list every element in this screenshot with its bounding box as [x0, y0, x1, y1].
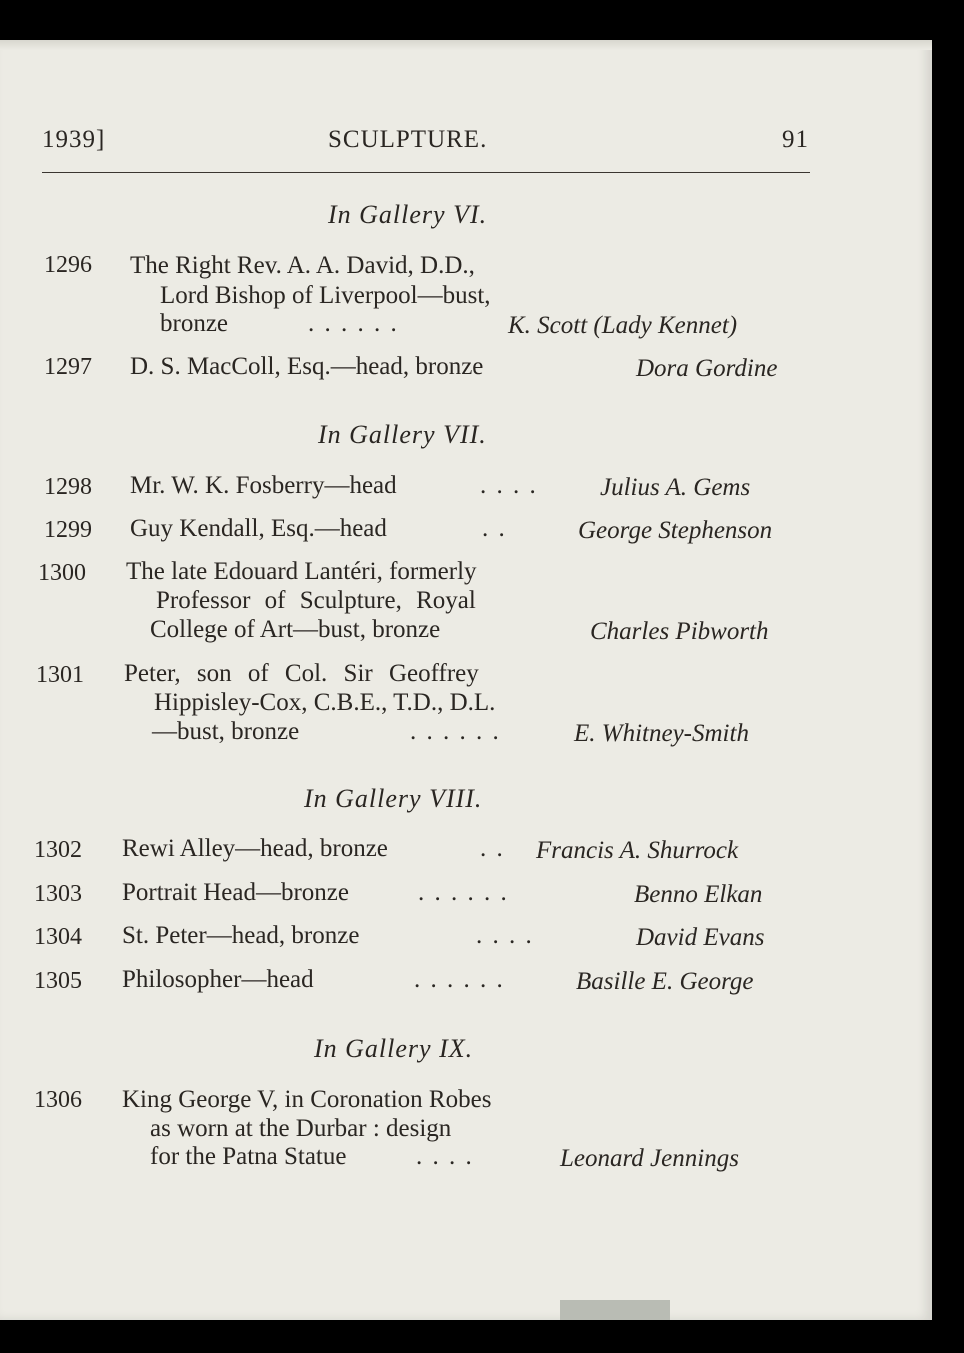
- entry-number-1300: 1300: [38, 560, 86, 586]
- entry-text-line: The late Edouard Lantéri, formerly: [126, 558, 477, 585]
- entry-text-line: College of Art—bust, bronze: [150, 616, 441, 643]
- dot-leader: . . . .: [416, 1143, 474, 1170]
- gallery-heading-vii: In Gallery VII.: [318, 420, 487, 449]
- header-rule: [42, 172, 810, 173]
- dot-leader: . . . . . .: [418, 879, 509, 906]
- entry-text-line: Hippisley-Cox, C.B.E., T.D., D.L.: [154, 689, 496, 716]
- entry-text-line: King George V, in Coronation Robes: [122, 1086, 492, 1113]
- entry-number-1304: 1304: [34, 924, 82, 950]
- entry-number-1296: 1296: [44, 252, 92, 278]
- dot-leader: . .: [480, 835, 505, 862]
- entry-artist-1300: Charles Pibworth: [590, 618, 769, 645]
- entry-text-line: bronze: [160, 310, 229, 337]
- entry-text-line: Lord Bishop of Liverpool—bust,: [160, 282, 491, 309]
- gallery-heading-viii: In Gallery VIII.: [304, 784, 483, 813]
- entry-artist-1296: K. Scott (Lady Kennet): [508, 312, 738, 339]
- entry-text-line: D. S. MacColl, Esq.—head, bronze: [130, 353, 484, 380]
- header-year: 1939]: [42, 126, 106, 153]
- entry-artist-1297: Dora Gordine: [636, 355, 778, 382]
- gallery-heading-ix: In Gallery IX.: [314, 1034, 474, 1063]
- page-top-edge: [0, 40, 932, 50]
- entry-artist-1305: Basille E. George: [576, 968, 754, 995]
- entry-artist-1301: E. Whitney-Smith: [574, 720, 749, 747]
- entry-artist-1304: David Evans: [636, 924, 765, 951]
- entry-number-1302: 1302: [34, 837, 82, 863]
- dot-leader: . . . . . .: [414, 966, 505, 993]
- dot-leader: . . . .: [476, 922, 534, 949]
- entry-text-line: as worn at the Durbar : design: [150, 1115, 452, 1142]
- entry-artist-1298: Julius A. Gems: [600, 474, 751, 501]
- entry-number-1305: 1305: [34, 968, 82, 994]
- entry-artist-1303: Benno Elkan: [634, 881, 763, 908]
- entry-text-line: —bust, bronze: [152, 718, 300, 745]
- entry-number-1303: 1303: [34, 881, 82, 907]
- dot-leader: . . . . . .: [308, 310, 399, 337]
- entry-number-1299: 1299: [44, 517, 92, 543]
- entry-text-line: Portrait Head—bronze: [122, 879, 350, 906]
- entry-text-line: for the Patna Statue: [150, 1143, 347, 1170]
- entry-text-line: Mr. W. K. Fosberry—head: [130, 472, 397, 499]
- header-title: SCULPTURE.: [328, 126, 488, 153]
- entry-text-line: Philosopher—head: [122, 966, 314, 993]
- entry-number-1298: 1298: [44, 474, 92, 500]
- entry-text-line: Professor of Sculpture, Royal: [156, 587, 476, 614]
- entry-text-line: Guy Kendall, Esq.—head: [130, 515, 387, 542]
- entry-text-line: St. Peter—head, bronze: [122, 922, 360, 949]
- entry-text-line: Rewi Alley—head, bronze: [122, 835, 388, 862]
- entry-text-line: Peter, son of Col. Sir Geoffrey: [124, 660, 479, 687]
- dot-leader: . . . . . .: [410, 718, 501, 745]
- entry-text-line: The Right Rev. A. A. David, D.D.,: [130, 252, 475, 279]
- entry-number-1301: 1301: [36, 662, 84, 688]
- entry-artist-1306: Leonard Jennings: [560, 1145, 739, 1172]
- dot-leader: . .: [482, 515, 507, 542]
- entry-number-1306: 1306: [34, 1087, 82, 1113]
- binding-tab: [560, 1300, 670, 1320]
- entry-artist-1299: George Stephenson: [578, 517, 773, 544]
- entry-number-1297: 1297: [44, 354, 92, 380]
- dot-leader: . . . .: [480, 472, 538, 499]
- entry-artist-1302: Francis A. Shurrock: [536, 837, 739, 864]
- gallery-heading-vi: In Gallery VI.: [328, 200, 488, 229]
- header-page-number: 91: [782, 126, 809, 153]
